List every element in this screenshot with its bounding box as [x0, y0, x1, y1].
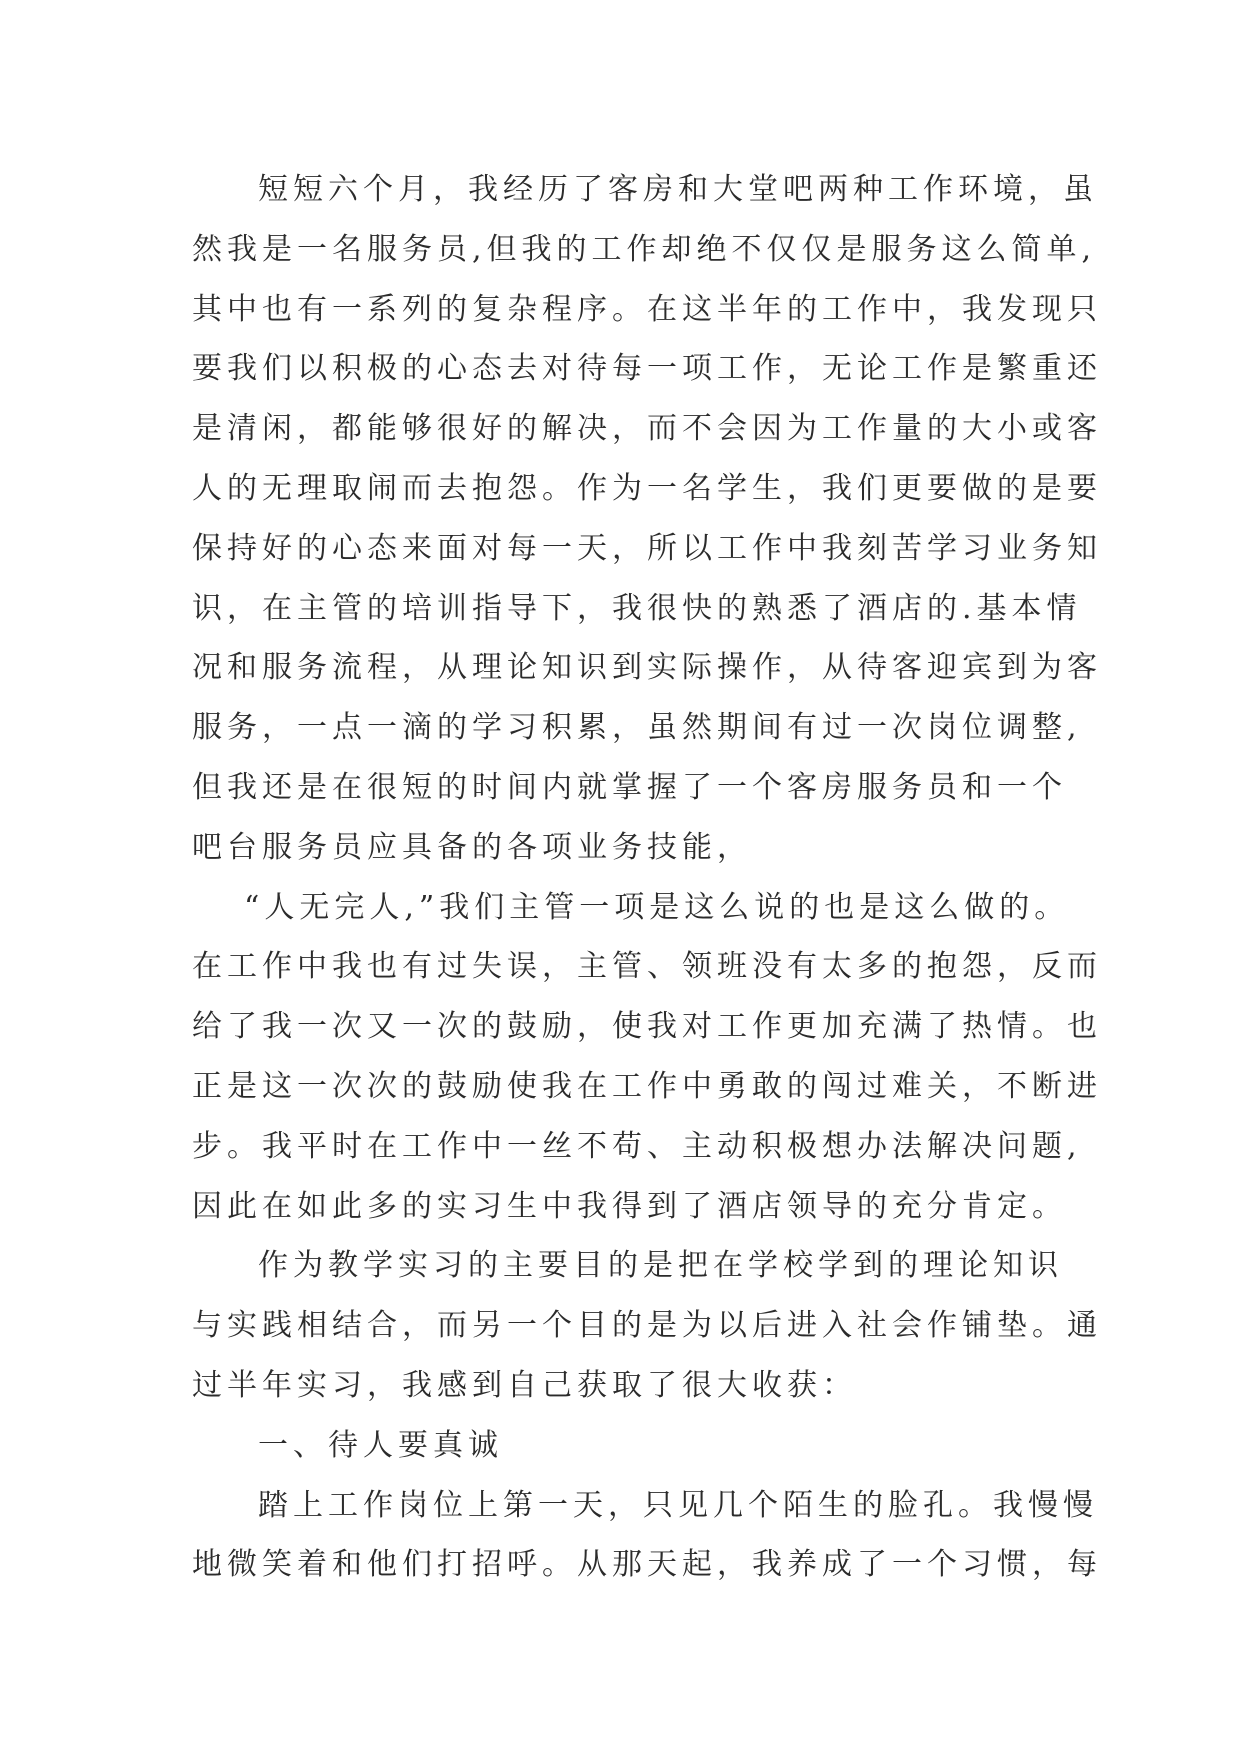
paragraph-3-line-3: 过半年实习，我感到自己获取了很大收获： — [192, 1367, 857, 1403]
paragraph-2-line-6: 因此在如此多的实习生中我得到了酒店领导的充分肯定。 — [192, 1188, 1067, 1224]
paragraph-1-line-5: 是清闲，都能够很好的解决，而不会因为工作量的大小或客 — [192, 411, 1102, 447]
paragraph-1-line-11: 但我还是在很短的时间内就掌握了一个客房服务员和一个 — [192, 769, 1067, 805]
paragraph-1-line-2: 然我是一名服务员,但我的工作却绝不仅仅是服务这么简单, — [192, 231, 1097, 267]
section-heading-1: 一、待人要真诚 — [258, 1427, 503, 1463]
paragraph-4-line-2: 地微笑着和他们打招呼。从那天起，我养成了一个习惯，每 — [192, 1547, 1102, 1583]
paragraph-1-line-9: 况和服务流程，从理论知识到实际操作，从待客迎宾到为客 — [192, 650, 1102, 686]
paragraph-1-line-3: 其中也有一系列的复杂程序。在这半年的工作中，我发现只 — [192, 291, 1102, 327]
paragraph-2-line-4: 正是这一次次的鼓励使我在工作中勇敢的闯过难关，不断进 — [192, 1068, 1102, 1104]
paragraph-1-line-6: 人的无理取闹而去抱怨。作为一名学生，我们更要做的是要 — [192, 470, 1102, 506]
paragraph-1-line-1: 短短六个月，我经历了客房和大堂吧两种工作环境，虽 — [258, 172, 1098, 207]
paragraph-2-line-1: “人无完人,”我们主管一项是这么说的也是这么做的。 — [244, 889, 1070, 925]
paragraph-1-line-12: 吧台服务员应具备的各项业务技能， — [192, 829, 752, 865]
paragraph-1-line-8: 识，在主管的培训指导下，我很快的熟悉了酒店的.基本情 — [192, 590, 1082, 626]
paragraph-2-line-3: 给了我一次又一次的鼓励，使我对工作更加充满了热情。也 — [192, 1009, 1102, 1045]
paragraph-2-line-2: 在工作中我也有过失误，主管、领班没有太多的抱怨，反而 — [192, 949, 1102, 985]
paragraph-4-line-1: 踏上工作岗位上第一天，只见几个陌生的脸孔。我慢慢 — [258, 1487, 1098, 1523]
paragraph-2-line-5: 步。我平时在工作中一丝不苟、主动积极想办法解决问题, — [192, 1128, 1082, 1164]
paragraph-1-line-7: 保持好的心态来面对每一天，所以工作中我刻苦学习业务知 — [192, 530, 1102, 566]
paragraph-1-line-4: 要我们以积极的心态去对待每一项工作，无论工作是繁重还 — [192, 351, 1102, 387]
paragraph-3-line-2: 与实践相结合，而另一个目的是为以后进入社会作铺垫。通 — [192, 1308, 1102, 1344]
paragraph-1-line-10: 服务，一点一滴的学习积累，虽然期间有过一次岗位调整, — [192, 710, 1082, 746]
paragraph-3-line-1: 作为教学实习的主要目的是把在学校学到的理论知识 — [258, 1248, 1063, 1284]
body-text — [192, 160, 1102, 1595]
